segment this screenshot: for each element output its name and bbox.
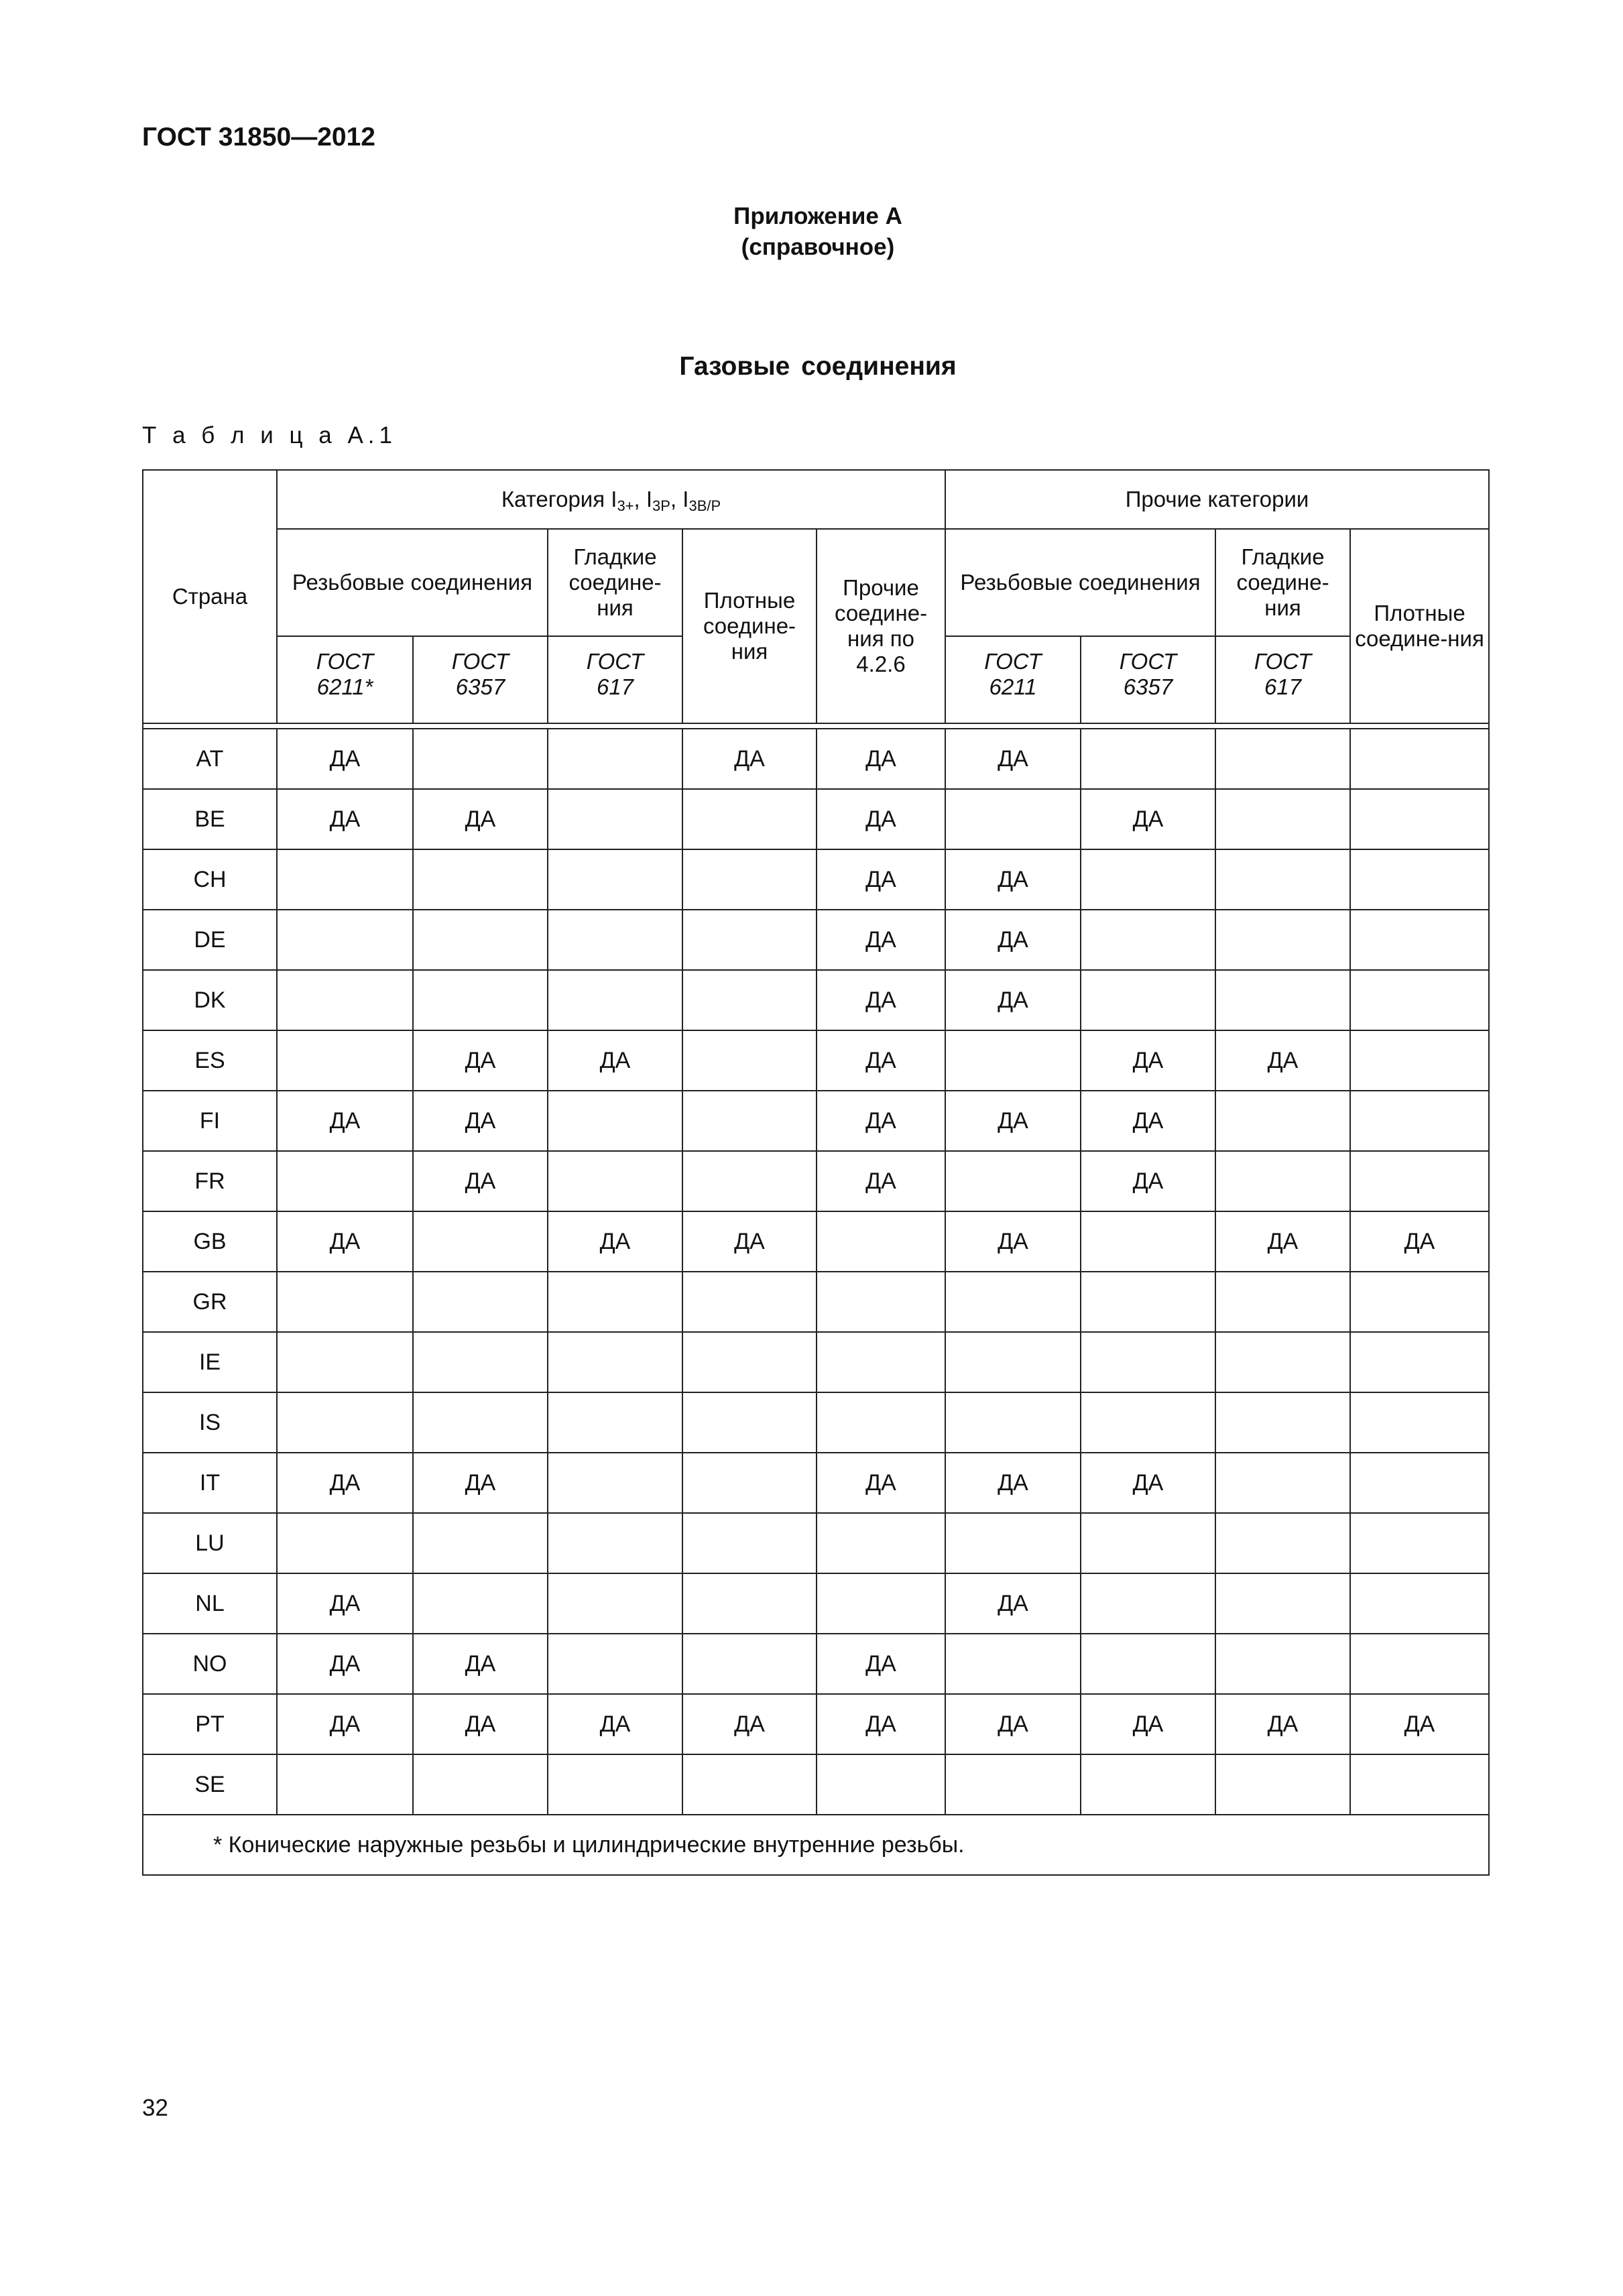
table-cell xyxy=(413,1513,548,1573)
table-row xyxy=(143,1513,1489,1573)
table-cell xyxy=(1350,1091,1489,1151)
table-body xyxy=(143,723,1489,1815)
table-cell: ДА xyxy=(945,1573,1081,1634)
table-cell xyxy=(277,910,413,970)
table-cell xyxy=(1350,910,1489,970)
table-cell xyxy=(548,1272,682,1332)
table-cell xyxy=(1350,729,1489,789)
country-code-cell: CH xyxy=(143,849,277,910)
table-cell xyxy=(945,1392,1081,1453)
table-cell xyxy=(1350,1030,1489,1091)
table-cell xyxy=(1350,1754,1489,1815)
table-cell xyxy=(682,1453,817,1513)
country-code-cell: PT xyxy=(143,1694,277,1754)
table-cell xyxy=(1081,1573,1215,1634)
table-cell xyxy=(1215,1573,1350,1634)
table-cell xyxy=(945,1754,1081,1815)
section-title: Газовые соединения xyxy=(679,352,957,381)
table-cell xyxy=(945,1030,1081,1091)
table-cell: ДА xyxy=(945,1211,1081,1272)
table-cell xyxy=(1215,1151,1350,1211)
table-cell xyxy=(682,1634,817,1694)
table-cell: ДА xyxy=(1081,1151,1215,1211)
table-cell xyxy=(682,1573,817,1634)
header-gost-6357-other: ГОСТ 6357 xyxy=(1081,636,1215,723)
table-cell xyxy=(682,1030,817,1091)
table-row xyxy=(143,1091,1489,1151)
table-cell xyxy=(277,1513,413,1573)
table-cell xyxy=(277,849,413,910)
table-cell xyxy=(682,1754,817,1815)
table-cell: ДА xyxy=(817,1091,945,1151)
table-cell xyxy=(1215,1091,1350,1151)
table-cell xyxy=(1350,1573,1489,1634)
table-row xyxy=(143,1392,1489,1453)
table-cell: ДА xyxy=(548,1030,682,1091)
table-row xyxy=(143,1453,1489,1513)
table-cell xyxy=(1215,1272,1350,1332)
country-code-cell: IE xyxy=(143,1332,277,1392)
header-gost-617: ГОСТ 617 xyxy=(548,636,682,723)
country-code-cell: FI xyxy=(143,1091,277,1151)
table-cell: ДА xyxy=(413,1091,548,1151)
table-cell xyxy=(277,1392,413,1453)
header-category-other: Прочие категории xyxy=(945,470,1489,529)
table-cell xyxy=(548,1392,682,1453)
table-cell xyxy=(1081,1272,1215,1332)
table-cell: ДА xyxy=(817,970,945,1030)
table-cell xyxy=(1081,729,1215,789)
header-gost-6211: ГОСТ 6211 xyxy=(945,636,1081,723)
table-cell xyxy=(1081,970,1215,1030)
table-cell xyxy=(1081,1513,1215,1573)
table-cell: ДА xyxy=(682,1211,817,1272)
table-cell: ДА xyxy=(277,1211,413,1272)
header-gost-6357: ГОСТ 6357 xyxy=(413,636,548,723)
table-cell: ДА xyxy=(817,1151,945,1211)
table-row xyxy=(143,1694,1489,1754)
table-cell xyxy=(817,1272,945,1332)
header-threaded-other: Резьбовые соединения xyxy=(945,529,1215,636)
country-code-cell: GB xyxy=(143,1211,277,1272)
table-cell: ДА xyxy=(413,1634,548,1694)
table-cell xyxy=(277,1272,413,1332)
table-row xyxy=(143,1332,1489,1392)
table-cell xyxy=(548,1151,682,1211)
table-cell: ДА xyxy=(682,1694,817,1754)
table-cell: ДА xyxy=(945,729,1081,789)
table-cell xyxy=(548,1754,682,1815)
header-gost-6211-star: ГОСТ 6211* xyxy=(277,636,413,723)
table-cell xyxy=(413,849,548,910)
table-cell xyxy=(1081,910,1215,970)
table-cell xyxy=(1215,729,1350,789)
table-cell xyxy=(1215,910,1350,970)
table-cell xyxy=(548,910,682,970)
table-cell xyxy=(548,1513,682,1573)
table-cell xyxy=(945,1513,1081,1573)
table-cell xyxy=(548,970,682,1030)
table-cell xyxy=(413,970,548,1030)
table-cell xyxy=(817,1332,945,1392)
table-cell xyxy=(413,729,548,789)
table-cell: ДА xyxy=(413,1694,548,1754)
table-cell: ДА xyxy=(1081,1694,1215,1754)
country-code-cell: IS xyxy=(143,1392,277,1453)
table-cell xyxy=(1215,789,1350,849)
table-cell xyxy=(1081,1392,1215,1453)
country-code-cell: SE xyxy=(143,1754,277,1815)
table-row xyxy=(143,970,1489,1030)
table-cell xyxy=(277,1332,413,1392)
table-cell: ДА xyxy=(817,1453,945,1513)
header-tight-other: Плотные соедине-ния xyxy=(1350,529,1489,723)
table-cell: ДА xyxy=(277,1453,413,1513)
header-country: Страна xyxy=(143,470,277,723)
table-row xyxy=(143,1151,1489,1211)
table-cell xyxy=(1350,970,1489,1030)
country-code-cell: BE xyxy=(143,789,277,849)
table-row xyxy=(143,1211,1489,1272)
table-cell xyxy=(1215,849,1350,910)
table-cell: ДА xyxy=(1215,1211,1350,1272)
country-code-cell: NL xyxy=(143,1573,277,1634)
table-cell xyxy=(413,910,548,970)
table-cell: ДА xyxy=(277,1573,413,1634)
header-category-main: Категория $I_{3+}$, $I_{3P}$, $I_{3B/P}$ xyxy=(277,470,945,529)
table-cell: ДА xyxy=(945,1453,1081,1513)
table-cell xyxy=(817,1211,945,1272)
table-cell xyxy=(945,1332,1081,1392)
table-cell xyxy=(548,849,682,910)
table-cell: ДА xyxy=(817,789,945,849)
document-code: ГОСТ 31850—2012 xyxy=(142,123,375,152)
table-cell xyxy=(682,1332,817,1392)
table-cell: ДА xyxy=(277,729,413,789)
table-cell: ДА xyxy=(413,789,548,849)
table-cell xyxy=(277,1030,413,1091)
table-cell: ДА xyxy=(1350,1211,1489,1272)
table-row xyxy=(143,1754,1489,1815)
country-code-cell: IT xyxy=(143,1453,277,1513)
table-cell: ДА xyxy=(945,1091,1081,1151)
table-cell xyxy=(548,729,682,789)
table-cell xyxy=(1081,849,1215,910)
table-cell xyxy=(682,1272,817,1332)
table-cell: ДА xyxy=(1081,1091,1215,1151)
table-footnote: * Конические наружные резьбы и цилиндрические внутренние резьбы. xyxy=(143,1815,1489,1875)
header-other-connections: Прочие соедине-ния по 4.2.6 xyxy=(817,529,945,723)
table-cell: ДА xyxy=(277,1694,413,1754)
table-cell: ДА xyxy=(945,849,1081,910)
table-cell: ДА xyxy=(817,729,945,789)
table-cell xyxy=(682,1091,817,1151)
table-cell xyxy=(413,1272,548,1332)
table-cell xyxy=(1215,970,1350,1030)
header-smooth: Гладкие соедине-ния xyxy=(548,529,682,636)
table-cell: ДА xyxy=(945,1694,1081,1754)
table-cell xyxy=(817,1573,945,1634)
table-cell: ДА xyxy=(817,1030,945,1091)
table-cell xyxy=(817,1513,945,1573)
header-gost-617-other: ГОСТ 617 xyxy=(1215,636,1350,723)
table-cell: ДА xyxy=(945,970,1081,1030)
table-cell xyxy=(945,1634,1081,1694)
header-tight: Плотные соедине-ния xyxy=(682,529,817,723)
table-cell xyxy=(548,1453,682,1513)
table-cell xyxy=(682,789,817,849)
table-cell xyxy=(682,970,817,1030)
table-cell xyxy=(1350,1634,1489,1694)
table-cell xyxy=(413,1754,548,1815)
appendix-title: Приложение А xyxy=(733,203,902,229)
table-row xyxy=(143,1573,1489,1634)
table-cell xyxy=(1215,1634,1350,1694)
table-cell xyxy=(1350,1513,1489,1573)
table-cell xyxy=(682,1513,817,1573)
table-cell xyxy=(817,1392,945,1453)
table-cell xyxy=(1350,1453,1489,1513)
table-cell xyxy=(1215,1453,1350,1513)
country-code-cell: NO xyxy=(143,1634,277,1694)
table-cell: ДА xyxy=(1081,1453,1215,1513)
table-cell: ДА xyxy=(413,1030,548,1091)
table-cell xyxy=(1350,1392,1489,1453)
appendix-heading xyxy=(603,201,1032,263)
table-cell xyxy=(1215,1332,1350,1392)
table-cell xyxy=(945,1151,1081,1211)
table-cell xyxy=(277,1151,413,1211)
page-number: 32 xyxy=(142,2095,168,2121)
table-row xyxy=(143,789,1489,849)
table-cell: ДА xyxy=(817,1694,945,1754)
table-cell xyxy=(277,970,413,1030)
table-row xyxy=(143,1030,1489,1091)
table-cell xyxy=(413,1211,548,1272)
table-cell: ДА xyxy=(277,789,413,849)
table-row xyxy=(143,729,1489,789)
country-code-cell: ES xyxy=(143,1030,277,1091)
country-code-cell: FR xyxy=(143,1151,277,1211)
header-smooth-other: Гладкие соедине-ния xyxy=(1215,529,1350,636)
table-cell xyxy=(413,1392,548,1453)
table-cell xyxy=(1215,1392,1350,1453)
table-cell xyxy=(277,1754,413,1815)
table-cell: ДА xyxy=(945,910,1081,970)
table-cell: ДА xyxy=(277,1634,413,1694)
table-cell xyxy=(1215,1513,1350,1573)
table-cell: ДА xyxy=(548,1211,682,1272)
table-cell xyxy=(548,789,682,849)
table-label: Т а б л и ц а А.1 xyxy=(142,422,397,448)
table-cell: ДА xyxy=(1215,1694,1350,1754)
table-cell xyxy=(1081,1754,1215,1815)
table-cell xyxy=(945,1272,1081,1332)
table-cell: ДА xyxy=(548,1694,682,1754)
table-cell xyxy=(548,1091,682,1151)
table-row xyxy=(143,910,1489,970)
table-cell xyxy=(1081,1634,1215,1694)
appendix-subtitle: (справочное) xyxy=(741,234,895,260)
table-cell xyxy=(1350,1151,1489,1211)
table-cell xyxy=(682,910,817,970)
table-cell: ДА xyxy=(277,1091,413,1151)
table-cell: ДА xyxy=(1081,789,1215,849)
country-code-cell: LU xyxy=(143,1513,277,1573)
table-cell xyxy=(1350,849,1489,910)
table-cell xyxy=(1350,1272,1489,1332)
table-cell: ДА xyxy=(413,1151,548,1211)
table-cell xyxy=(817,1754,945,1815)
table-cell: ДА xyxy=(682,729,817,789)
header-threaded: Резьбовые соединения xyxy=(277,529,548,636)
table-row xyxy=(143,849,1489,910)
table-cell xyxy=(413,1332,548,1392)
gas-connections-table xyxy=(142,469,1490,1876)
table-cell xyxy=(682,1151,817,1211)
table-cell xyxy=(1215,1754,1350,1815)
table-row xyxy=(143,1634,1489,1694)
table-cell: ДА xyxy=(817,849,945,910)
table-cell: ДА xyxy=(1350,1694,1489,1754)
table-cell xyxy=(548,1634,682,1694)
table-cell: ДА xyxy=(817,910,945,970)
table-cell xyxy=(548,1573,682,1634)
country-code-cell: DE xyxy=(143,910,277,970)
table-cell xyxy=(682,849,817,910)
table-cell: ДА xyxy=(1215,1030,1350,1091)
table-cell xyxy=(1350,789,1489,849)
table-cell xyxy=(1081,1332,1215,1392)
country-code-cell: DK xyxy=(143,970,277,1030)
country-code-cell: GR xyxy=(143,1272,277,1332)
table-cell xyxy=(945,789,1081,849)
table-cell xyxy=(548,1332,682,1392)
table-cell xyxy=(682,1392,817,1453)
table-cell xyxy=(413,1573,548,1634)
table-cell: ДА xyxy=(413,1453,548,1513)
table-cell xyxy=(1081,1211,1215,1272)
country-code-cell: AT xyxy=(143,729,277,789)
table-cell: ДА xyxy=(1081,1030,1215,1091)
table-row xyxy=(143,1272,1489,1332)
table-cell: ДА xyxy=(817,1634,945,1694)
table-cell xyxy=(1350,1332,1489,1392)
